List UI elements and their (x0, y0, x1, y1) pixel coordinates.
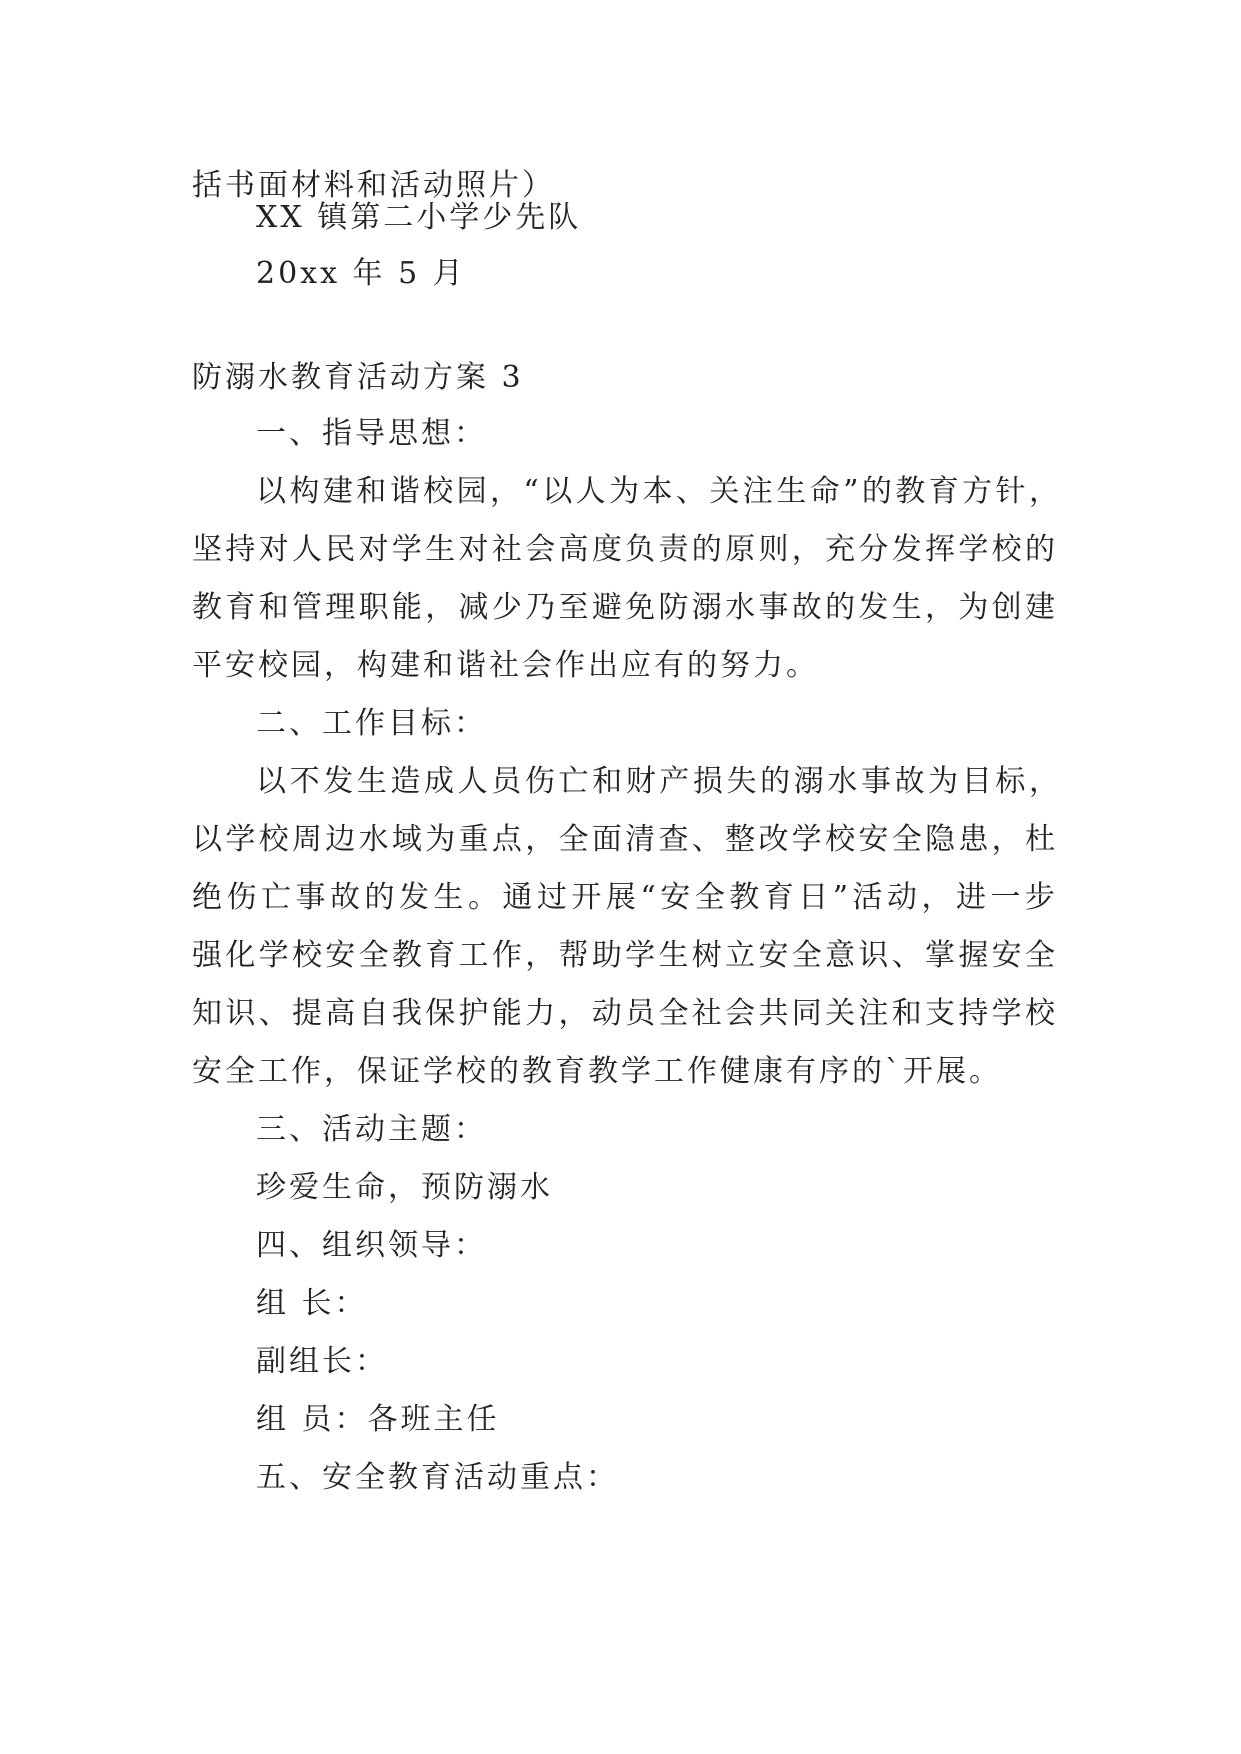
paragraph-line: 坚持对人民对学生对社会高度负责的原则，充分发挥学校的 (192, 532, 1058, 567)
paragraph-line: 以学校周边水域为重点，全面清查、整改学校安全隐患，杜 (192, 822, 1058, 857)
heading-safety-focus: 五、安全教育活动重点： (256, 1460, 619, 1495)
paragraph-line: 以构建和谐校园，“以人为本、关注生命”的教育方针， (256, 474, 1062, 509)
group-members-line: 组 员：各班主任 (256, 1402, 500, 1437)
paragraph-line: 强化学校安全教育工作，帮助学生树立安全意识、掌握安全 (192, 938, 1058, 973)
paragraph-line: 教育和管理职能，减少乃至避免防溺水事故的发生，为创建 (192, 590, 1058, 625)
heading-organization: 四、组织领导： (256, 1228, 487, 1263)
paragraph-line: 以不发生造成人员伤亡和财产损失的溺水事故为目标， (256, 764, 1062, 799)
signature-organization: XX 镇第二小学少先队 (256, 200, 582, 235)
paragraph-line: 安全工作，保证学校的教育教学工作健康有序的`开展。 (192, 1054, 1002, 1089)
paragraph-line: 绝伤亡事故的发生。通过开展“安全教育日”活动，进一步 (192, 880, 1058, 915)
deputy-leader-line: 副组长： (256, 1344, 388, 1379)
activity-theme-text: 珍爱生命，预防溺水 (256, 1170, 553, 1205)
heading-activity-theme: 三、活动主题： (256, 1112, 487, 1147)
paragraph-line: 知识、提高自我保护能力，动员全社会共同关注和支持学校 (192, 996, 1058, 1031)
text-line-continuation: 括书面材料和活动照片） (192, 168, 555, 203)
group-leader-line: 组 长： (256, 1286, 368, 1321)
paragraph-line: 平安校园，构建和谐社会作出应有的努力。 (192, 648, 819, 683)
signature-date: 20xx 年 5 月 (256, 256, 466, 291)
heading-guiding-ideology: 一、指导思想： (256, 416, 487, 451)
heading-work-goals: 二、工作目标： (256, 706, 487, 741)
section-title: 防溺水教育活动方案 3 (192, 360, 524, 395)
